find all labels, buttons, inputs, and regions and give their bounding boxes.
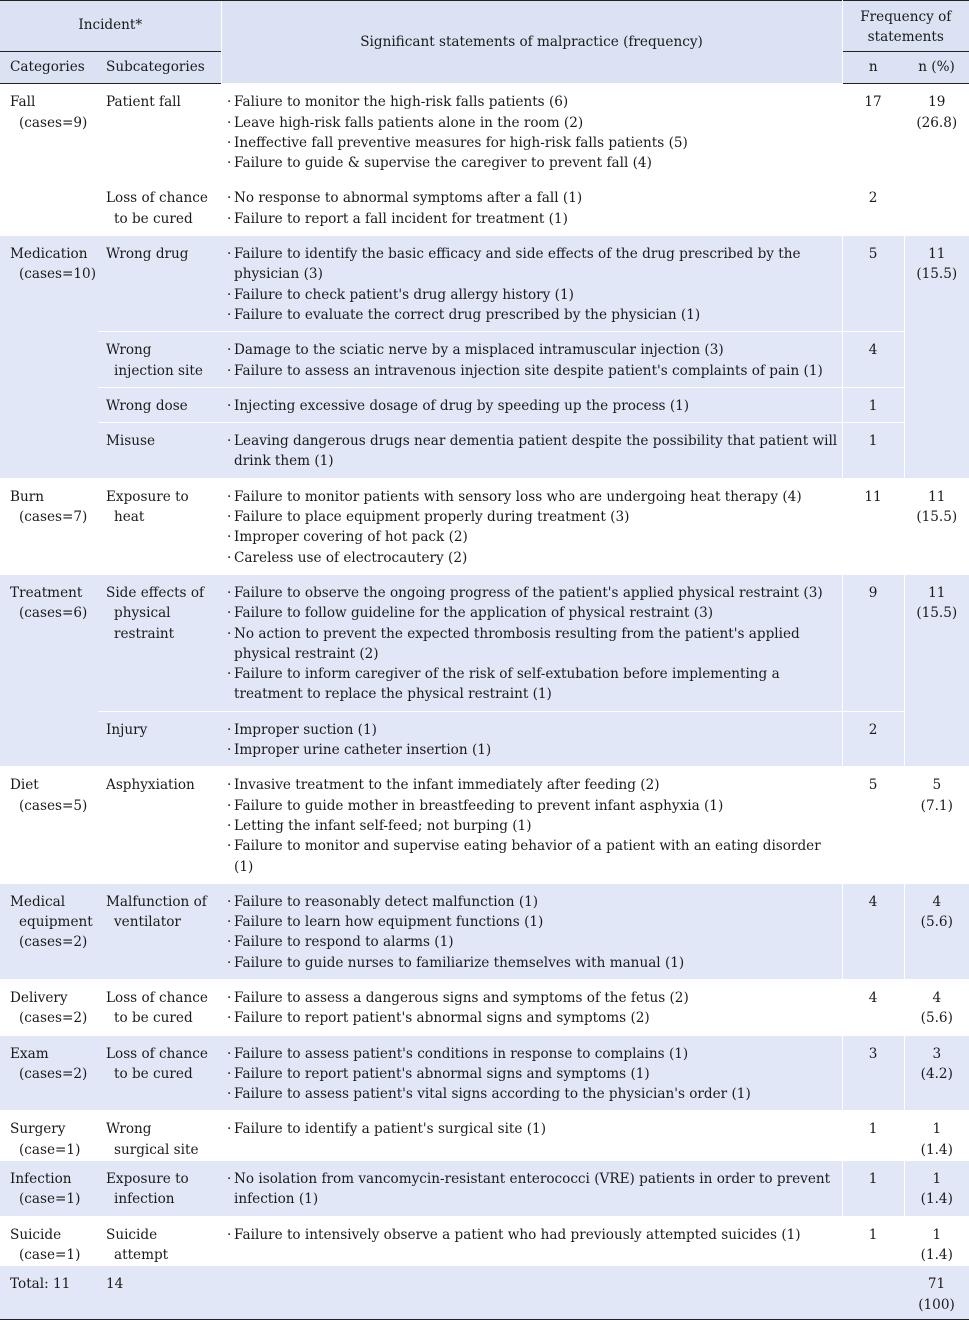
subcategory-cell <box>98 1161 221 1217</box>
frequency-n-value: 17 <box>864 94 882 111</box>
frequency-pct-count: 1 <box>932 1226 942 1243</box>
statement-item: · Invasive treatment to the infant immediately after feeding (2) <box>227 775 840 795</box>
header-n-label: n <box>868 59 878 75</box>
category-cell <box>0 574 98 766</box>
category-cell <box>0 979 98 1035</box>
frequency-n-value: 1 <box>868 397 878 414</box>
statement-item: · No isolation from vancomycin-resistant enterococci (VRE) patients in order to prevent infection (1) <box>227 1169 840 1210</box>
frequency-n-value: 4 <box>868 893 878 910</box>
frequency-n-cell <box>842 84 904 180</box>
statement-item: · Improper covering of hot pack (2) <box>227 527 840 547</box>
header-subcategories <box>98 52 221 84</box>
subcategory-label: Misuse <box>106 433 156 450</box>
statement-item: · Failure to report a fall incident for treatment (1) <box>227 209 840 229</box>
statement-item: · No response to abnormal symptoms after a fall (1) <box>227 188 840 208</box>
frequency-pct-percent: (15.5) <box>916 266 958 283</box>
frequency-pct-cell <box>904 1035 969 1111</box>
total-section <box>0 1266 969 1320</box>
category-cell <box>0 1161 98 1217</box>
frequency-n-cell <box>842 1161 904 1217</box>
frequency-pct-count: 19 <box>928 94 946 111</box>
category-label: (cases=10) <box>19 266 97 283</box>
total-n-empty <box>842 1266 904 1320</box>
frequency-pct-cell <box>904 767 969 883</box>
frequency-n-cell <box>842 767 904 883</box>
subcategory-cell <box>98 387 221 422</box>
frequency-n-cell <box>842 180 904 236</box>
table-row <box>0 767 969 883</box>
subcategory-label: ventilator <box>114 914 181 931</box>
subcategory-cell <box>98 236 221 332</box>
statement-item: · Failure to identify the basic efficacy and side effects of the drug prescribed by the physician (3) <box>227 244 840 285</box>
subcategory-cell <box>98 883 221 979</box>
frequency-n-value: 2 <box>868 190 878 207</box>
category-label: (cases=7) <box>19 509 88 526</box>
category-label: (case=1) <box>19 1191 81 1208</box>
frequency-pct-count: 4 <box>932 989 942 1006</box>
statement-item: · Damage to the sciatic nerve by a misplaced intramuscular injection (3) <box>227 340 840 360</box>
frequency-n-value: 2 <box>868 721 878 738</box>
category-label: (case=1) <box>19 1246 81 1263</box>
frequency-n-value: 4 <box>868 989 878 1006</box>
category-label: Treatment <box>10 584 83 601</box>
table-row <box>0 387 969 422</box>
subcategory-label: to be cured <box>114 1065 193 1082</box>
frequency-n-value: 1 <box>868 1171 878 1188</box>
frequency-pct-percent: (4.2) <box>920 1065 953 1082</box>
header-significant <box>221 1 842 84</box>
subcategory-label: Asphyxiation <box>106 777 195 794</box>
frequency-n-cell <box>842 332 904 388</box>
statements-cell <box>221 332 842 388</box>
statement-item: · Careless use of electrocautery (2) <box>227 548 840 568</box>
frequency-pct-count: 11 <box>928 584 946 601</box>
frequency-n-value: 1 <box>868 1121 878 1138</box>
statements-cell <box>221 574 842 711</box>
category-label: equipment <box>19 914 93 931</box>
header-frequency-line2: statements <box>867 29 944 45</box>
table-row <box>0 711 969 767</box>
table-row <box>0 1111 969 1161</box>
category-label: (cases=6) <box>19 605 88 622</box>
total-category-text: Total: 11 <box>10 1276 71 1293</box>
category-label: Medical <box>10 893 66 910</box>
subcategory-label: Wrong drug <box>106 246 189 263</box>
statements-cell <box>221 767 842 883</box>
statements-cell <box>221 883 842 979</box>
table-row <box>0 236 969 332</box>
subcategory-cell <box>98 478 221 574</box>
frequency-n-cell <box>842 387 904 422</box>
frequency-pct-count: 11 <box>928 488 946 505</box>
total-subcategories <box>98 1266 221 1320</box>
statement-item: · Failure to guide mother in breastfeeding to prevent infant asphyxia (1) <box>227 796 840 816</box>
frequency-pct-count: 3 <box>932 1045 942 1062</box>
subcategory-label: Suicide <box>106 1226 158 1243</box>
table-row <box>0 1035 969 1111</box>
category-label: Diet <box>10 777 39 794</box>
frequency-pct-percent: (1.4) <box>920 1191 953 1208</box>
header-significant-label: Significant statements of malpractice (frequency) <box>360 34 703 50</box>
subcategory-label: heat <box>114 509 145 526</box>
statements-cell <box>221 1216 842 1266</box>
statement-item: · Failure to assess a dangerous signs and symptoms of the fetus (2) <box>227 988 840 1008</box>
statement-item: · Failure to follow guideline for the application of physical restraint (3) <box>227 603 840 623</box>
category-label: (cases=2) <box>19 934 88 951</box>
frequency-n-cell <box>842 1111 904 1161</box>
frequency-n-cell <box>842 423 904 479</box>
statements-cell <box>221 84 842 180</box>
statement-item: · Failure to reasonably detect malfunction (1) <box>227 892 840 912</box>
statements-cell <box>221 979 842 1035</box>
frequency-pct-percent: (5.6) <box>920 914 953 931</box>
statements-cell <box>221 1111 842 1161</box>
statements-cell <box>221 1035 842 1111</box>
frequency-n-value: 9 <box>868 584 878 601</box>
statements-cell <box>221 423 842 479</box>
category-label: Surgery <box>10 1121 66 1138</box>
subcategory-label: injection site <box>114 362 203 379</box>
subcategory-label: Loss of chance <box>106 1045 208 1062</box>
frequency-pct-cell <box>904 979 969 1035</box>
statements-cell <box>221 236 842 332</box>
statement-item: · Failure to assess patient's conditions in response to complains (1) <box>227 1044 840 1064</box>
frequency-pct-cell <box>904 1216 969 1266</box>
frequency-n-value: 5 <box>868 246 878 263</box>
statement-item: · Failure to intensively observe a patient who had previously attempted suicides (1) <box>227 1225 840 1245</box>
total-subcategories-text: 14 <box>106 1276 124 1293</box>
header-n-pct <box>904 52 969 84</box>
category-label: (cases=2) <box>19 1010 88 1027</box>
subcategory-cell <box>98 332 221 388</box>
statement-item: · Failure to place equipment properly during treatment (3) <box>227 507 840 527</box>
category-cell <box>0 84 98 236</box>
statement-item: · Failure to report patient's abnormal signs and symptoms (1) <box>227 1064 840 1084</box>
subcategory-label: restraint <box>114 625 175 642</box>
subcategory-cell <box>98 1216 221 1266</box>
table-row <box>0 423 969 479</box>
frequency-pct-cell <box>904 574 969 766</box>
frequency-pct-cell <box>904 236 969 479</box>
category-label: Infection <box>10 1171 72 1188</box>
subcategory-label: Loss of chance <box>106 989 208 1006</box>
frequency-pct-cell <box>904 478 969 574</box>
frequency-n-cell <box>842 236 904 332</box>
total-category <box>0 1266 98 1320</box>
statement-item: · Failure to monitor and supervise eating behavior of a patient with an eating disorder (1) <box>227 836 840 877</box>
table-body <box>0 84 969 1266</box>
statement-item: · Failure to learn how equipment functions (1) <box>227 912 840 932</box>
frequency-pct-cell <box>904 1161 969 1217</box>
frequency-n-cell <box>842 883 904 979</box>
statement-item: · Improper urine catheter insertion (1) <box>227 740 840 760</box>
subcategory-cell <box>98 574 221 711</box>
category-label: (case=1) <box>19 1141 81 1158</box>
total-pct-value: 71 <box>927 1276 946 1293</box>
header-incident-label: Incident* <box>78 17 143 33</box>
category-cell <box>0 236 98 479</box>
category-label: Fall <box>10 94 36 111</box>
statement-item: · Failure to respond to alarms (1) <box>227 932 840 952</box>
table-row <box>0 574 969 711</box>
frequency-n-value: 11 <box>864 488 882 505</box>
statement-item: · Leaving dangerous drugs near dementia patient despite the possibility that patient will drink them (1) <box>227 431 840 472</box>
total-row <box>0 1266 969 1320</box>
category-label: Delivery <box>10 989 68 1006</box>
subcategory-label: infection <box>114 1191 175 1208</box>
statement-item: · Failure to check patient's drug allergy history (1) <box>227 285 840 305</box>
subcategory-label: Wrong dose <box>106 397 188 414</box>
table-row <box>0 478 969 574</box>
statement-item: · Failure to report patient's abnormal signs and symptoms (2) <box>227 1008 840 1028</box>
statement-item: · Failure to guide nurses to familiarize themselves with manual (1) <box>227 953 840 973</box>
frequency-pct-percent: (26.8) <box>916 114 958 131</box>
category-cell <box>0 1216 98 1266</box>
statement-item: · Failure to guide & supervise the caregiver to prevent fall (4) <box>227 153 840 173</box>
category-label: Suicide <box>10 1226 62 1243</box>
subcategory-label: to be cured <box>114 1010 193 1027</box>
category-cell <box>0 1111 98 1161</box>
frequency-n-value: 1 <box>868 433 878 450</box>
header-categories-label: Categories <box>10 59 85 75</box>
table-row <box>0 979 969 1035</box>
subcategory-cell <box>98 711 221 767</box>
statements-cell <box>221 387 842 422</box>
category-label: (cases=5) <box>19 797 88 814</box>
frequency-n-cell <box>842 574 904 711</box>
total-pct-percent: (100) <box>918 1296 955 1313</box>
category-label: (cases=2) <box>19 1065 88 1082</box>
subcategory-label: Injury <box>106 721 148 738</box>
category-label: Medication <box>10 246 88 263</box>
header-frequency-line1: Frequency of <box>860 9 952 25</box>
frequency-n-cell <box>842 1216 904 1266</box>
table-row <box>0 84 969 180</box>
header-n-pct-label: n (%) <box>918 59 955 75</box>
subcategory-cell <box>98 180 221 236</box>
frequency-pct-percent: (1.4) <box>920 1141 953 1158</box>
subcategory-label: Exposure to <box>106 488 189 505</box>
frequency-n-value: 5 <box>868 777 878 794</box>
frequency-pct-count: 1 <box>932 1171 942 1188</box>
frequency-pct-cell <box>904 883 969 979</box>
frequency-pct-count: 11 <box>928 246 946 263</box>
header-n <box>842 52 904 84</box>
statement-item: · Letting the infant self-feed; not burping (1) <box>227 816 840 836</box>
subcategory-cell <box>98 979 221 1035</box>
header-subcategories-label: Subcategories <box>106 59 205 75</box>
subcategory-label: Malfunction of <box>106 893 207 910</box>
statement-item: · Failure to assess patient's vital signs according to the physician's order (1) <box>227 1084 840 1104</box>
frequency-n-cell <box>842 1035 904 1111</box>
statements-cell <box>221 478 842 574</box>
frequency-pct-percent: (15.5) <box>916 605 958 622</box>
table-row <box>0 180 969 236</box>
subcategory-label: attempt <box>114 1246 169 1263</box>
frequency-n-value: 3 <box>868 1045 878 1062</box>
subcategory-cell <box>98 767 221 883</box>
frequency-pct-count: 4 <box>932 893 942 910</box>
table-row <box>0 883 969 979</box>
frequency-pct-cell <box>904 1111 969 1161</box>
subcategory-label: Patient fall <box>106 94 181 111</box>
statements-cell <box>221 711 842 767</box>
subcategory-label: Wrong <box>106 342 152 359</box>
frequency-n-cell <box>842 979 904 1035</box>
header-incident <box>0 1 221 52</box>
statement-item: · No action to prevent the expected thrombosis resulting from the patient's applied physical restraint (2) <box>227 624 840 665</box>
frequency-pct-percent: (1.4) <box>920 1246 953 1263</box>
header-frequency <box>842 1 969 52</box>
statement-item: · Injecting excessive dosage of drug by speeding up the process (1) <box>227 396 840 416</box>
frequency-pct-count: 5 <box>932 777 942 794</box>
category-label: Burn <box>10 488 44 505</box>
statements-cell <box>221 180 842 236</box>
statement-item: · Failure to inform caregiver of the risk of self-extubation before implementing a treatment to replace the physical restraint (1) <box>227 664 840 705</box>
subcategory-label: Loss of chance <box>106 190 208 207</box>
subcategory-label: Side effects of <box>106 584 205 601</box>
subcategory-label: physical <box>114 605 171 622</box>
statement-item: · Failure to observe the ongoing progress of the patient's applied physical restraint (3) <box>227 583 840 603</box>
subcategory-label: to be cured <box>114 210 193 227</box>
subcategory-cell <box>98 1035 221 1111</box>
frequency-n-cell <box>842 711 904 767</box>
subcategory-cell <box>98 423 221 479</box>
subcategory-label: surgical site <box>114 1141 199 1158</box>
frequency-pct-cell <box>904 84 969 236</box>
statements-cell <box>221 1161 842 1217</box>
statement-item: · Failure to identify a patient's surgical site (1) <box>227 1119 840 1139</box>
statement-item: · Improper suction (1) <box>227 720 840 740</box>
category-cell <box>0 1035 98 1111</box>
frequency-pct-count: 1 <box>932 1121 942 1138</box>
category-label: (cases=9) <box>19 114 88 131</box>
statement-item: · Ineffective fall preventive measures for high-risk falls patients (5) <box>227 133 840 153</box>
header-categories <box>0 52 98 84</box>
subcategory-cell <box>98 1111 221 1161</box>
statement-item: · Leave high-risk falls patients alone in the room (2) <box>227 113 840 133</box>
statement-item: · Failure to monitor patients with sensory loss who are undergoing heat therapy (4) <box>227 487 840 507</box>
frequency-pct-percent: (7.1) <box>920 797 953 814</box>
category-label: Exam <box>10 1045 49 1062</box>
category-cell <box>0 767 98 883</box>
frequency-pct-percent: (15.5) <box>916 509 958 526</box>
statement-item: · Faliure to monitor the high-risk falls patients (6) <box>227 92 840 112</box>
statement-item: · Failure to evaluate the correct drug prescribed by the physician (1) <box>227 305 840 325</box>
total-pct <box>904 1266 969 1320</box>
subcategory-label: Exposure to <box>106 1171 189 1188</box>
subcategory-label: Wrong <box>106 1121 152 1138</box>
table-row <box>0 1216 969 1266</box>
category-cell <box>0 883 98 979</box>
frequency-pct-percent: (5.6) <box>920 1010 953 1027</box>
frequency-n-value: 4 <box>868 342 878 359</box>
frequency-n-value: 1 <box>868 1226 878 1243</box>
frequency-n-cell <box>842 478 904 574</box>
table-row <box>0 332 969 388</box>
total-statements-empty <box>221 1266 842 1320</box>
subcategory-cell <box>98 84 221 180</box>
category-cell <box>0 478 98 574</box>
statement-item: · Failure to assess an intravenous injection site despite patient's complaints of pain (1) <box>227 361 840 381</box>
table-row <box>0 1161 969 1217</box>
